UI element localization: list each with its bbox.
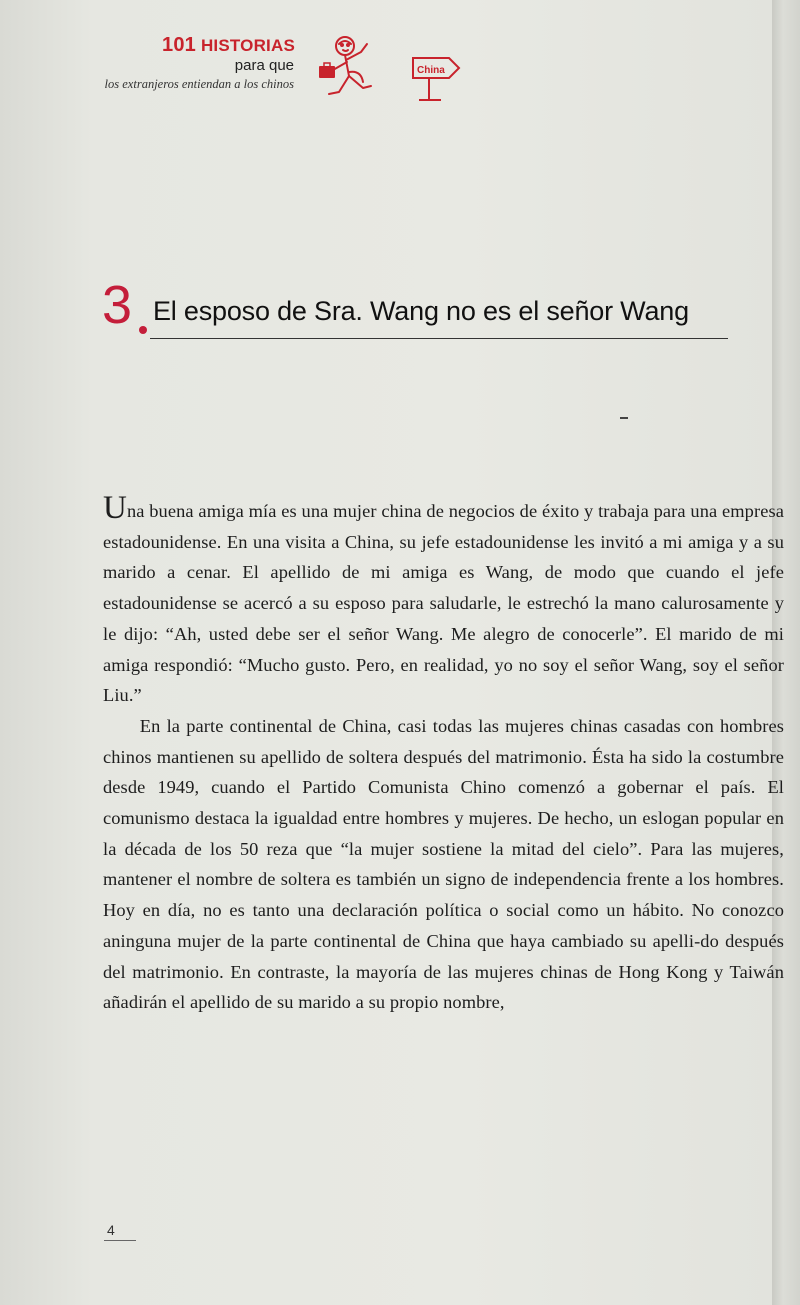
paragraph-2: En la parte continental de China, casi todas las mujeres chinas casadas con hombres chinos mantienen su apellido de soltera después del matrimonio. Ésta ha sido la costumbre desde 1949, cuando el Partido Comunista Chino comenzó a gobernar el país. El comunismo destaca la igualdad entre hombres y mujeres. De hecho, un eslogan popular en la década de los 50 reza que “la mujer sostiene la mitad del cielo”. Para las mujeres, mantener el nombre de soltera es también un signo de independencia frente a los hombres. Hoy en día, no es tanto una declaración política o social como un hábito. No conozco aninguna mujer de la parte continental de China que haya cambiado su apelli-do después del matrimonio. En contraste, la mayoría de las mujeres chinas de Hong Kong y Taiwán añadirán el apellido de su marido a su propio nombre,: [103, 715, 784, 1013]
chapter-title: El esposo de Sra. Wang no es el señor Wang: [153, 296, 689, 326]
chapter-number-dot: [139, 326, 147, 334]
series-word: HISTORIAS: [200, 36, 295, 55]
body-text: [103, 490, 784, 1018]
series-title: [162, 34, 295, 57]
running-header: [80, 32, 460, 112]
chapter-heading: [102, 275, 742, 356]
paragraph-1-text: na buena amiga mía es una mujer china de negocios de éxito y trabaja para una empresa estadounidense. En una visita a China, su jefe estadounidense les invitó a mi amiga y a su marido a cenar. El apellido de mi amiga es Wang, de modo que cuando el jefe estadounidense se acercó a su esposo para saludarle, le estrechó la mano calurosamente y le dijo: “Ah, usted debe ser el señor Wang. Me alegro de conocerle”. El marido de mi amiga respondió: “Mucho gusto. Pero, en realidad, yo no soy el señor Wang, soy el señor Liu.”: [103, 501, 784, 706]
china-signpost-icon: [405, 50, 465, 110]
running-monkey-logo: [305, 32, 395, 107]
paragraph-1: [103, 490, 784, 711]
drop-cap: U: [103, 490, 127, 526]
series-tagline: los extranjeros entiendan a los chinos: [104, 77, 294, 91]
page-number-rule: [104, 1240, 136, 1241]
signpost-label: China: [417, 65, 445, 76]
stray-mark: [620, 417, 628, 419]
series-subtitle: para que: [234, 57, 294, 74]
chapter-number: 3: [102, 275, 133, 335]
chapter-title-rule: [150, 338, 728, 339]
page-number: 4: [107, 1222, 115, 1238]
series-number: 101: [162, 34, 196, 56]
